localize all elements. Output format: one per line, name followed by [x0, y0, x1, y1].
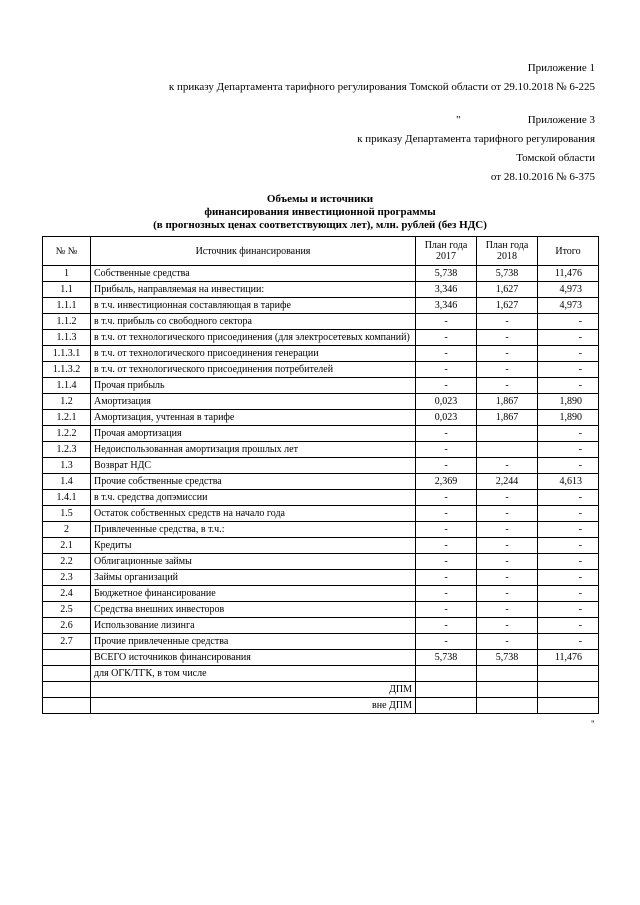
row-number: 2.1: [43, 538, 91, 554]
table-row: [43, 522, 599, 538]
row-plan-2017: 3,346: [416, 298, 477, 314]
row-plan-2018: -: [477, 378, 538, 394]
row-plan-2017: -: [416, 506, 477, 522]
table-row: [43, 282, 599, 298]
table-row: [43, 362, 599, 378]
row-number: 1.2.2: [43, 426, 91, 442]
row-number: 2.6: [43, 618, 91, 634]
row-number: 1.1.4: [43, 378, 91, 394]
table-row: [43, 378, 599, 394]
row-plan-2018: -: [477, 506, 538, 522]
row-plan-2017: -: [416, 634, 477, 650]
row-plan-2017: -: [416, 554, 477, 570]
row-total: -: [538, 586, 599, 602]
table-row: [43, 410, 599, 426]
row-number: 1: [43, 266, 91, 282]
row-source-name: Амортизация: [91, 394, 416, 410]
row-plan-2017: -: [416, 618, 477, 634]
dpm-row-label: ДПМ: [91, 682, 416, 698]
row-total: -: [538, 362, 599, 378]
document-title: [42, 193, 598, 232]
row-plan-2017: 5,738: [416, 266, 477, 282]
row-number: 1.1.3.2: [43, 362, 91, 378]
row-plan-2017: -: [416, 602, 477, 618]
row-source-name: в т.ч. прибыль со свободного сектора: [91, 314, 416, 330]
row-plan-2017: 0,023: [416, 410, 477, 426]
total-row-2018: 5,738: [477, 650, 538, 666]
row-source-name: в т.ч. от технологического присоединения (для электросетевых компаний): [91, 330, 416, 346]
previous-appendix-header: [357, 111, 595, 187]
title-line2: финансирования инвестиционной программы: [204, 206, 436, 218]
row-total: -: [538, 378, 599, 394]
row-plan-2018: -: [477, 554, 538, 570]
row-number: 1.4.1: [43, 490, 91, 506]
row-plan-2017: -: [416, 330, 477, 346]
row-plan-2017: -: [416, 538, 477, 554]
row-number: 1.1.3: [43, 330, 91, 346]
table-row: [43, 426, 599, 442]
previous-order-line1: к приказу Департамента тарифного регулирования: [357, 133, 595, 145]
row-plan-2018: 1,867: [477, 394, 538, 410]
row-total: -: [538, 554, 599, 570]
row-number: 2.3: [43, 570, 91, 586]
row-plan-2017: -: [416, 570, 477, 586]
row-plan-2018: [477, 442, 538, 458]
row-number: 2.2: [43, 554, 91, 570]
row-number: 1.1.3.1: [43, 346, 91, 362]
appendix-header: [169, 59, 595, 97]
table-row: [43, 346, 599, 362]
row-plan-2018: -: [477, 634, 538, 650]
row-total: -: [538, 602, 599, 618]
row-total: 4,973: [538, 298, 599, 314]
row-source-name: Облигационные займы: [91, 554, 416, 570]
row-total: -: [538, 506, 599, 522]
closing-quote: ": [591, 719, 595, 729]
total-row-label: ВСЕГО источников финансирования: [91, 650, 416, 666]
row-plan-2018: 2,244: [477, 474, 538, 490]
row-plan-2017: 2,369: [416, 474, 477, 490]
row-number: 2.5: [43, 602, 91, 618]
ogk-row: [43, 666, 599, 682]
row-source-name: Прочая амортизация: [91, 426, 416, 442]
row-total: 4,613: [538, 474, 599, 490]
row-plan-2017: -: [416, 378, 477, 394]
row-plan-2018: -: [477, 458, 538, 474]
table-row: [43, 506, 599, 522]
row-plan-2017: -: [416, 426, 477, 442]
row-plan-2018: -: [477, 314, 538, 330]
table-row: [43, 474, 599, 490]
row-total: -: [538, 458, 599, 474]
row-plan-2018: 1,627: [477, 298, 538, 314]
table-body: [43, 266, 599, 650]
table-header-row: [43, 237, 599, 266]
total-row: [43, 650, 599, 666]
row-number: 1.1.1: [43, 298, 91, 314]
row-plan-2018: 1,627: [477, 282, 538, 298]
row-total: -: [538, 522, 599, 538]
row-plan-2018: -: [477, 570, 538, 586]
row-total: -: [538, 634, 599, 650]
row-source-name: Займы организаций: [91, 570, 416, 586]
row-total: -: [538, 346, 599, 362]
row-source-name: в т.ч. инвестиционная составляющая в тарифе: [91, 298, 416, 314]
row-source-name: Прочие собственные средства: [91, 474, 416, 490]
row-source-name: Собственные средства: [91, 266, 416, 282]
row-total: 1,890: [538, 410, 599, 426]
previous-order-date: от 28.10.2016 № 6-375: [490, 171, 595, 183]
row-number: 1.3: [43, 458, 91, 474]
row-plan-2018: -: [477, 362, 538, 378]
table-row: [43, 602, 599, 618]
row-source-name: Бюджетное финансирование: [91, 586, 416, 602]
header-source: Источник финансирования: [91, 237, 416, 266]
table-row: [43, 570, 599, 586]
row-plan-2017: -: [416, 586, 477, 602]
row-source-name: Прибыль, направляемая на инвестиции:: [91, 282, 416, 298]
row-source-name: Кредиты: [91, 538, 416, 554]
row-number: 2: [43, 522, 91, 538]
vne-dpm-row: [43, 698, 599, 714]
dpm-row: [43, 682, 599, 698]
row-number: 2.7: [43, 634, 91, 650]
row-total: -: [538, 490, 599, 506]
row-source-name: Прочая прибыль: [91, 378, 416, 394]
row-plan-2018: [477, 426, 538, 442]
table-row: [43, 490, 599, 506]
table-row: [43, 554, 599, 570]
row-plan-2017: -: [416, 362, 477, 378]
row-source-name: Остаток собственных средств на начало года: [91, 506, 416, 522]
header-plan-2017: План года 2017: [416, 237, 477, 266]
row-total: -: [538, 330, 599, 346]
row-total: 11,476: [538, 266, 599, 282]
row-plan-2018: -: [477, 602, 538, 618]
row-source-name: Амортизация, учтенная в тарифе: [91, 410, 416, 426]
row-plan-2018: 5,738: [477, 266, 538, 282]
row-source-name: Возврат НДС: [91, 458, 416, 474]
title-line3: (в прогнозных ценах соответствующих лет), млн. рублей (без НДС): [153, 219, 487, 231]
row-total: 1,890: [538, 394, 599, 410]
order-reference: к приказу Департамента тарифного регулирования Томской области от 29.10.2018 № 6-225: [168, 81, 595, 93]
row-plan-2018: -: [477, 490, 538, 506]
row-plan-2017: -: [416, 458, 477, 474]
row-number: 1.2.3: [43, 442, 91, 458]
row-source-name: Недоиспользованная амортизация прошлых лет: [91, 442, 416, 458]
row-total: -: [538, 314, 599, 330]
table-row: [43, 586, 599, 602]
table-row: [43, 538, 599, 554]
row-number: 2.4: [43, 586, 91, 602]
ogk-row-label: для ОГК/ТГК, в том числе: [91, 666, 416, 682]
row-total: -: [538, 442, 599, 458]
row-total: -: [538, 426, 599, 442]
table-row: [43, 394, 599, 410]
row-source-name: в т.ч. средства допэмиссии: [91, 490, 416, 506]
row-number: 1.1: [43, 282, 91, 298]
table-row: [43, 314, 599, 330]
row-source-name: в т.ч. от технологического присоединения потребителей: [91, 362, 416, 378]
row-plan-2018: -: [477, 346, 538, 362]
row-source-name: Привлеченные средства, в т.ч.:: [91, 522, 416, 538]
row-plan-2017: 3,346: [416, 282, 477, 298]
row-plan-2017: -: [416, 346, 477, 362]
row-number: 1.2: [43, 394, 91, 410]
row-total: -: [538, 618, 599, 634]
row-total: -: [538, 570, 599, 586]
table-row: [43, 618, 599, 634]
row-plan-2017: -: [416, 314, 477, 330]
row-plan-2018: 1,867: [477, 410, 538, 426]
opening-quote: ": [456, 114, 461, 126]
row-plan-2018: -: [477, 538, 538, 554]
header-num: № №: [43, 237, 91, 266]
row-source-name: Средства внешних инвесторов: [91, 602, 416, 618]
row-total: -: [538, 538, 599, 554]
table-row: [43, 330, 599, 346]
row-total: 4,973: [538, 282, 599, 298]
row-plan-2018: -: [477, 586, 538, 602]
header-total: Итого: [538, 237, 599, 266]
header-plan-2018: План года 2018: [477, 237, 538, 266]
table-row: [43, 298, 599, 314]
row-source-name: Использование лизинга: [91, 618, 416, 634]
row-source-name: в т.ч. от технологического присоединения генерации: [91, 346, 416, 362]
vne-dpm-row-label: вне ДПМ: [91, 698, 416, 714]
row-plan-2017: -: [416, 490, 477, 506]
table-row: [43, 634, 599, 650]
title-line1: Объемы и источники: [266, 193, 374, 205]
row-plan-2018: -: [477, 618, 538, 634]
financing-table: [42, 236, 599, 714]
row-plan-2018: -: [477, 330, 538, 346]
row-number: 1.2.1: [43, 410, 91, 426]
table-row: [43, 458, 599, 474]
total-row-2017: 5,738: [416, 650, 477, 666]
previous-order-line2: Томской области: [516, 152, 595, 164]
row-number: 1.1.2: [43, 314, 91, 330]
total-row-total: 11,476: [538, 650, 599, 666]
row-plan-2017: -: [416, 522, 477, 538]
row-plan-2017: 0,023: [416, 394, 477, 410]
previous-appendix-number: Приложение 3: [527, 114, 595, 126]
table-row: [43, 266, 599, 282]
row-number: 1.4: [43, 474, 91, 490]
row-source-name: Прочие привлеченные средства: [91, 634, 416, 650]
appendix-number: Приложение 1: [527, 62, 595, 74]
row-plan-2018: -: [477, 522, 538, 538]
row-plan-2017: -: [416, 442, 477, 458]
row-number: 1.5: [43, 506, 91, 522]
table-row: [43, 442, 599, 458]
